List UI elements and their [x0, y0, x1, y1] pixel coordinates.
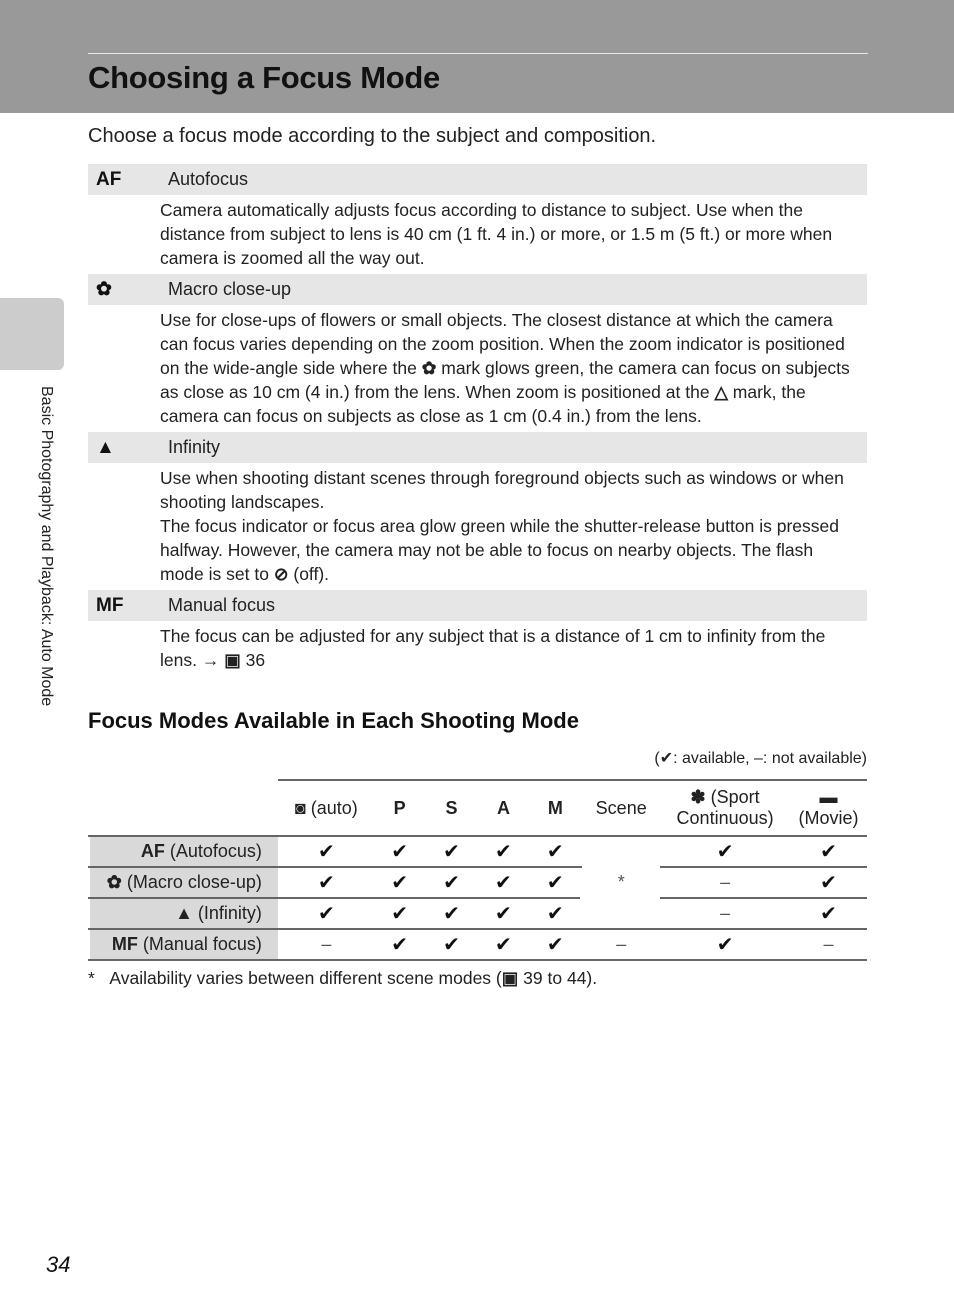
side-tab[interactable]: [0, 298, 64, 370]
table-row: [89, 929, 867, 960]
table-cell: ✔: [789, 898, 867, 929]
table-cell: ✔: [279, 867, 374, 898]
table-cell: ✔: [529, 898, 581, 929]
desc-text: Use when shooting distant scenes through foreground objects such as windows or when shooting landscapes.: [160, 468, 844, 512]
row-header-manual: [89, 929, 279, 960]
table-cell: ✔: [478, 836, 530, 867]
footnote-ref[interactable]: 39 to 44).: [523, 968, 598, 988]
page-ref-link[interactable]: 36: [245, 650, 266, 670]
table-cell: ✔: [529, 836, 581, 867]
flash-off-icon: ⊘: [273, 564, 289, 584]
manual-focus-icon: MF: [96, 594, 124, 616]
table-cell: ✔: [374, 867, 426, 898]
mode-header-manual: [88, 590, 867, 621]
table-row: [89, 867, 867, 898]
macro-icon: ✿: [106, 872, 122, 892]
table-cell: ✔: [478, 867, 530, 898]
col-s: S: [426, 780, 478, 836]
table-row: [89, 836, 867, 867]
footnote-text: Availability varies between different scene modes (: [109, 968, 502, 988]
col-label: (Movie): [798, 808, 859, 828]
desc-text: The focus indicator or focus area glow green while the shutter-release button is pressed halfway. However, the camera may not be able to focus on nearby objects. The flash mode is set to: [160, 516, 839, 584]
col-label: (auto): [310, 797, 358, 818]
table-cell: –: [581, 929, 661, 960]
page-ref-icon: ▣: [501, 968, 519, 988]
table-cell: ✔: [374, 898, 426, 929]
row-label: (Infinity): [197, 903, 262, 923]
infinity-icon: ▲: [175, 903, 193, 923]
table-corner: [89, 780, 279, 836]
mode-header-autofocus: [88, 164, 867, 195]
availability-legend: (✔: available, –: not available): [654, 750, 867, 767]
mode-name: Autofocus: [168, 169, 249, 189]
desc-text: mark, the camera can focus on subjects as close as 1 cm (0.4 in.) from the lens.: [160, 382, 806, 426]
table-cell: –: [661, 898, 789, 929]
col-p: P: [374, 780, 426, 836]
mode-name: Infinity: [168, 437, 221, 457]
sport-icon: ✽: [690, 787, 706, 807]
col-movie: [789, 780, 867, 836]
availability-table: [88, 779, 867, 961]
table-cell: ✔: [279, 898, 374, 929]
table-cell: –: [661, 867, 789, 898]
page-ref-icon: ▣: [224, 650, 241, 670]
mode-desc-manual: [88, 621, 867, 676]
infinity-icon: ▲: [96, 436, 115, 458]
intro-text: Choose a focus mode according to the subject and composition.: [88, 125, 657, 147]
footnote: [88, 968, 597, 989]
table-cell: ✔: [279, 836, 374, 867]
row-header-infinity: [89, 898, 279, 929]
table-cell: ✔: [426, 867, 478, 898]
tele-mark-icon: △: [714, 382, 728, 402]
table-cell: ✔: [478, 898, 530, 929]
row-header-macro: [89, 867, 279, 898]
mode-desc-autofocus: Camera automatically adjusts focus according to distance to subject. Use when the distance from subject to lens is 40 cm (1 ft. 4 in.) or more, or 1.5 m (5 ft.) or more when camera is zoomed all the way out.: [160, 200, 833, 268]
table-cell: –: [789, 929, 867, 960]
table-cell: ✔: [789, 836, 867, 867]
table-cell: ✔: [426, 898, 478, 929]
mode-header-macro: [88, 274, 867, 305]
col-auto: [279, 780, 374, 836]
header-band: [0, 0, 954, 113]
table-cell: ✔: [478, 929, 530, 960]
autofocus-icon: AF: [96, 168, 122, 190]
table-cell: ✔: [374, 929, 426, 960]
footnote-marker: *: [88, 968, 95, 988]
macro-icon: ✿: [96, 279, 112, 300]
table-cell: ✔: [529, 867, 581, 898]
row-header-autofocus: [89, 836, 279, 867]
macro-mark-icon: ✿: [421, 358, 437, 378]
table-cell: –: [279, 929, 374, 960]
col-m: M: [529, 780, 581, 836]
desc-text: (off).: [293, 564, 330, 584]
mode-header-infinity: [88, 432, 867, 463]
table-cell: ✔: [789, 867, 867, 898]
arrow-icon: →: [201, 650, 220, 670]
table-header-row: [89, 780, 867, 836]
mode-name: Manual focus: [168, 595, 276, 615]
mode-desc-infinity: [88, 463, 867, 590]
desc-text: Use for close-ups of flowers or small objects. The closest distance at which the camera can focus varies depending on the zoom position. When the zoom indicator is positioned on the wide-angle side where the: [160, 310, 845, 378]
section-heading: Focus Modes Available in Each Shooting Mode: [88, 708, 579, 733]
row-label: (Manual focus): [142, 934, 262, 954]
table-cell: ✔: [661, 836, 789, 867]
movie-icon: ▬: [819, 787, 838, 807]
table-cell: ✔: [529, 929, 581, 960]
header-rule: [88, 53, 868, 54]
mode-name: Macro close-up: [168, 279, 292, 299]
table-cell: ✔: [374, 836, 426, 867]
side-label: Basic Photography and Playback: Auto Mode: [38, 386, 55, 707]
row-label: (Autofocus): [169, 841, 262, 861]
table-cell: ✔: [661, 929, 789, 960]
row-label: (Macro close-up): [126, 872, 262, 892]
table-cell: ✔: [426, 929, 478, 960]
col-label: (Sport Continuous): [676, 787, 774, 828]
mode-desc-macro: [88, 305, 867, 432]
desc-text-2: [160, 514, 859, 586]
page-number: 34: [46, 1252, 71, 1277]
desc-text: The focus can be adjusted for any subject that is a distance of 1 cm to infinity from the lens.: [160, 626, 826, 670]
desc-text: mark glows green, the camera can focus on subjects as close as 10 cm (4 in.) from the lens. When zoom is positioned at the: [160, 358, 850, 402]
manual-focus-icon: MF: [111, 934, 138, 954]
page-title: Choosing a Focus Mode: [88, 60, 440, 95]
camera-icon: ◙: [294, 797, 306, 818]
col-scene: Scene: [581, 780, 661, 836]
col-sport: [661, 780, 789, 836]
col-a: A: [478, 780, 530, 836]
scene-merged-cell: *: [581, 836, 661, 929]
table-row: [89, 898, 867, 929]
focus-mode-list: [88, 164, 867, 676]
table-cell: ✔: [426, 836, 478, 867]
autofocus-icon: AF: [140, 841, 165, 861]
